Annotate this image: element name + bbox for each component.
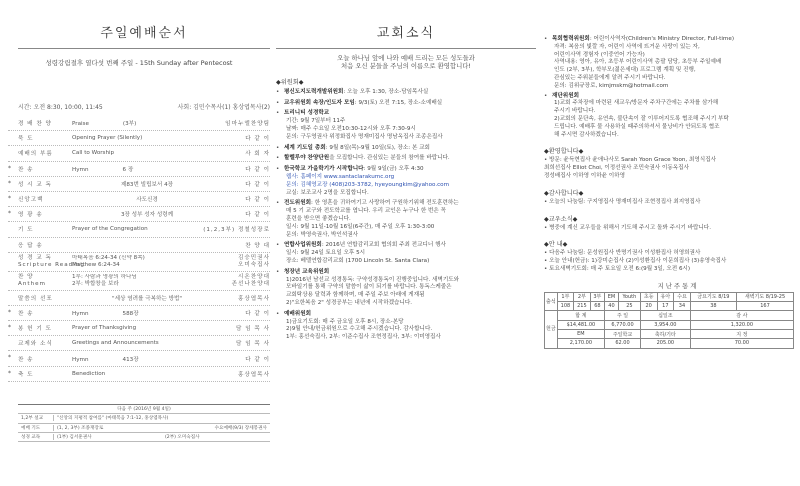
order-detail: Hymn 413장: [72, 356, 139, 363]
order-leader: 임마누엘찬양팀: [225, 121, 270, 128]
offering-header-row-2: [545, 329, 794, 338]
order-label-en: Scripture Reading: [18, 261, 85, 268]
next-week-header: 다음 주 (2016년 9월 4일): [18, 405, 270, 414]
news-item-headline: [276, 89, 536, 97]
guide-line: • 다음주 나눔팀: 문성원집사 반명기권사 이성환집사 허영희권사: [544, 250, 701, 257]
bullet-marker: •: [276, 242, 280, 249]
welcome-list: [544, 157, 794, 180]
attendance-header-cell: EM: [605, 292, 619, 301]
announcements-title: 교회소식: [276, 22, 536, 49]
bullet-marker: •: [276, 155, 280, 162]
offering-value-cell: 3,954.00: [640, 320, 690, 329]
order-label: 말씀의 선포: [18, 295, 53, 302]
offering-header-cell: 지 정: [690, 329, 793, 338]
guide-line: • 토요새벽기도회: 매 주 토요일 오전 6:(9월 3일, 오전 6시): [544, 265, 691, 272]
order-leader: 홍상엽목사: [237, 295, 270, 302]
news-item-detail: 일시: 9월 24일 토요일 오후 5시: [286, 250, 366, 257]
order-detail: "세상 염려를 극복하는 방법": [112, 295, 182, 302]
news-item-detail: 1)금요기도회: 매 주 금요일 오후 8시, 장소-본당: [286, 318, 404, 325]
news-item: [276, 242, 536, 265]
news-continued-column: [544, 0, 794, 486]
order-leader: 사 회 자: [245, 151, 270, 158]
worship-order-row: [8, 253, 270, 272]
offering-value-cell: 2,170.00: [557, 339, 604, 348]
attendance-value-cell: 108: [557, 302, 573, 311]
news-item-title: 교우위원회 속장/인도자 모임: [284, 99, 355, 106]
news-item-detail: 날짜: 매주 수요일 오전10:30-12시와 오후 7:30-9시: [286, 126, 416, 132]
worship-order-row: [8, 177, 270, 192]
news-item-text: : 9/3(토) 오전 7:15, 장소-소예배실: [354, 99, 443, 106]
order-label: 교제와 소식: [18, 341, 53, 348]
attendance-header-cell: 초등: [640, 292, 657, 301]
required-stand-marker: *: [8, 164, 11, 172]
order-label: 축 도: [18, 371, 34, 378]
attendance-value-cell: 215: [574, 302, 590, 311]
order-leader: 다 같 이: [245, 197, 270, 204]
order-leader: 다 같 이: [245, 212, 270, 219]
bullet-marker: •: [276, 144, 280, 151]
required-stand-marker: *: [8, 354, 11, 362]
news-item-title: 평신도지도력개발위원회: [284, 88, 344, 95]
news-item-detail: 문의: 김혜영교장 (408)203-3782, hyeyoungkim@yahoo.com: [286, 181, 450, 188]
worship-order-row: [8, 306, 270, 321]
order-detail-1: 1부: 사람과 영광의 하나님: [72, 273, 137, 280]
news-item-detail: 교회탁상용 달력과 함께하며, 매 주일 주보 아래에 게재됨: [286, 292, 425, 299]
bullet-marker: •: [544, 36, 548, 42]
order-detail-note: 588장: [122, 310, 139, 317]
order-leader-1: 시온찬양대: [237, 273, 270, 280]
attendance-value-row: [545, 302, 794, 311]
order-detail-note: 6 장: [122, 166, 134, 173]
bullet-marker: •: [544, 92, 548, 99]
members-news-heading: ◆교우소식◆: [544, 215, 578, 223]
news-item-detail: 매 5 기 교구와 전도학교를 엽니다. 우리 교인은 누구나 한 번은 꼭: [286, 208, 446, 215]
offering-value-cell: 6,770.00: [605, 320, 641, 329]
news-item-detail: 드립니다. 예배후 물 사용하실 때주의하셔서 물낭비가 안되도록 협조: [554, 123, 720, 130]
offering-header-cell: EM: [557, 329, 604, 338]
bullet-marker: •: [276, 268, 280, 275]
guide-section-heading: ◆안 내◆: [544, 241, 568, 249]
order-leader: 찬 양 대: [245, 242, 270, 249]
attendance-header-cell: 유아: [657, 292, 674, 301]
news-item-text: : 9월 9일(금) 오후 4:30: [363, 166, 424, 173]
offering-value-row-2: [545, 339, 794, 348]
offering-value-cell: 205.00: [640, 339, 690, 348]
attendance-header-cell: 1부: [557, 292, 573, 301]
news-item-text: : 2016년 연합감리교회 협의회 주최 전교디너 행사: [321, 242, 446, 249]
order-label: 기 도: [18, 227, 34, 234]
stats-title: 지난주통계: [657, 281, 699, 290]
worship-order-list: [8, 116, 270, 382]
order-detail: 제83번 빌립보서 4장: [120, 181, 174, 188]
order-label-ko: 성 경 교 독: [18, 254, 52, 261]
news-item-headline: [276, 269, 536, 277]
worship-order-row: [8, 336, 270, 351]
order-detail-2: Matthew 6:24-34: [72, 261, 120, 268]
order-leader: [230, 274, 270, 288]
news-item-detail: 자격: 복음의 빛깔 자, 어린이 사역에 뜨거운 사랑이 있는 자,: [554, 43, 700, 50]
attendance-offering-table: [544, 292, 794, 349]
welcome-line: 정성배집사 이하영 이하윤 이하영: [544, 172, 625, 179]
order-label: 응 답 송: [18, 242, 43, 249]
news-item-title: 재단위원회: [552, 92, 580, 99]
worship-order-row: [8, 192, 270, 207]
welcome-line: • 방문: 윤득현집사 윤애나사모 Sarah Yoon Grace Yoon, 최영식집사: [544, 157, 717, 164]
worship-order-row: [8, 351, 270, 366]
committee-news-list-continued: [544, 36, 794, 139]
offering-header-row-1: [545, 311, 794, 320]
attendance-header-cell: 수요: [674, 292, 691, 301]
offering-header-cell: 합 계: [557, 311, 604, 320]
order-leader: 다 같 이: [245, 181, 270, 188]
thanks-line: • 오늘의 나눔팀: 구지영집사 명재미집사 조현정집사 최지영집사: [544, 198, 701, 205]
next-week-row: 예배 기도 (1, 2, 3부) 조종재장로 수요예배(9/3) 장세봉권사: [18, 424, 270, 433]
news-item-title: 청장년 교육위원회: [284, 268, 330, 275]
worship-order-row: [8, 291, 270, 306]
news-item-detail: 웹사: 홈페이지 www.santaclarakumc.org: [286, 173, 395, 180]
news-item-headline: [276, 200, 536, 208]
order-detail: Greetings and Announcements: [72, 340, 159, 347]
order-detail: Prayer of Thanksgiving: [72, 325, 137, 332]
news-item: [276, 200, 536, 239]
news-item-detail: 모바일기를 통해 구약의 말씀이 삶이 되기를 바랍니다. 통독스케줄은: [286, 284, 452, 291]
offering-header-cell: 주 일: [605, 311, 641, 320]
news-item: [544, 93, 794, 140]
news-item-text: : 9월 8일(목)-9월 10일(토), 장소: 본 교회: [325, 144, 430, 151]
attendance-header-cell: 금요기도 8/19: [690, 292, 736, 301]
news-item-detail: 사역내용: 영아, 유아, 초등부 어린이사역 총괄 담당, 초등부 주일예배: [554, 59, 722, 66]
order-detail-note: 413장: [122, 356, 139, 363]
committee-section-heading: ◆위원회◆: [276, 78, 304, 86]
order-leader: [230, 255, 270, 269]
attendance-header-cell: Youth: [618, 292, 640, 301]
order-label: 찬 송: [18, 310, 34, 317]
news-item-detail: 문의: 박영숙권사, 박인석권사: [286, 231, 359, 238]
news-item-detail: 훈련을 받으면 좋겠습니다.: [286, 215, 351, 222]
worship-order-row: [8, 321, 270, 336]
members-news-list: [544, 225, 794, 233]
news-item-detail: 관심있는 주위분들에게 알려 주시기 바랍니다.: [554, 74, 666, 81]
news-item-detail: 해 주시면 감사하겠습니다.: [554, 131, 619, 138]
worship-order-row: [8, 222, 270, 237]
news-item-detail: 2)"요한복음 2" 성경공부는 내년에 시작하겠습니다.: [286, 299, 413, 306]
next-week-row: 1,2부 설교 "신앙의 지평적 참여를" (마태복음 7:1-12, 홍상엽목사): [18, 414, 270, 423]
bullet-marker: •: [276, 310, 280, 317]
news-item-title: 연합사업위원회: [284, 242, 322, 249]
required-stand-marker: *: [8, 210, 11, 218]
news-item-title: 전도위원회: [284, 200, 312, 207]
service-times: [18, 102, 270, 111]
worship-order-row: [8, 116, 270, 131]
news-item-headline: [276, 166, 536, 174]
order-leader-2: 오미숙집사: [237, 261, 270, 268]
attendance-header-cell: 3부: [590, 292, 604, 301]
news-item-headline: [276, 311, 536, 319]
news-item-title: 목회협력위원회: [552, 36, 590, 42]
news-item-headline: [544, 36, 794, 44]
guide-list: [544, 250, 794, 273]
thanks-list: [544, 199, 794, 207]
offering-side-label: 헌금: [545, 311, 558, 348]
news-item-detail: 1)교회 주차장에 마련된 새교우/방문자 주차구간에는 주차를 삼가해: [554, 100, 719, 107]
news-item-detail: 어린이사역 경험자 (이중언어 가능자): [554, 51, 645, 58]
offering-value-row-1: [545, 320, 794, 329]
worship-order-column: [8, 0, 270, 486]
offering-value-cell: 70.00: [690, 339, 793, 348]
order-label-ko: 찬 양: [18, 273, 34, 280]
order-leader: 홍상엽목사: [237, 371, 270, 378]
news-item-headline: [276, 100, 536, 108]
next-week-table: [18, 404, 270, 443]
news-item: [276, 155, 536, 163]
news-item-detail: 1)2016년 남선교 성경통독: 구약성경통독이 진행중입니다. 새벽기도와: [286, 276, 460, 283]
news-item-detail: 교실: 보조교사 2명을 모집합니다.: [286, 189, 369, 196]
worship-order-row: [8, 131, 270, 146]
order-detail: Prayer of the Congregation: [72, 226, 148, 233]
order-label: 찬 송: [18, 166, 34, 173]
news-item-title: 할렐루야 찬양단원: [284, 155, 330, 162]
attendance-value-cell: 167: [736, 302, 793, 311]
news-item-detail: 문의: 구두영권사 위정화집사 명재미집사 명남옥집사 조종은집사: [286, 133, 443, 140]
offering-value-cell: 62.00: [605, 339, 641, 348]
offering-header-cell: 축하/기타: [640, 329, 690, 338]
news-item: [276, 166, 536, 197]
order-leader-1: 김승민권사: [237, 254, 270, 261]
order-label: 영 광 송: [18, 212, 43, 219]
attendance-header-cell: 새벽기도 8/19-25: [736, 292, 793, 301]
order-detail: [64, 274, 230, 288]
attendance-header-cell: 2부: [574, 292, 590, 301]
news-item: [276, 100, 536, 108]
order-label: [18, 254, 85, 269]
news-item-detail: 1부: 홍선숙집사, 2부: 이준수집사 조현정집사, 3부: 이미영집사: [286, 334, 441, 341]
required-stand-marker: *: [8, 369, 11, 377]
order-label: 봉 헌 기 도: [18, 326, 52, 333]
service-presider: 사회: 김민수목사(1) 홍상엽목사(2): [177, 104, 270, 111]
order-detail: Hymn 6 장: [72, 166, 134, 173]
order-detail-note: (3부): [122, 121, 137, 128]
worship-order-title: 주일예배순서: [18, 22, 270, 49]
order-leader: (1,2,3부) 정철성장로: [203, 227, 270, 234]
worship-order-row: [8, 162, 270, 177]
offering-header-cell: 십일조: [640, 311, 690, 320]
news-item: [276, 145, 536, 153]
welcome-greeting: 오늘 하나님 앞에 나와 예배 드리는 모든 성도들과 처음 오신 분들을 주님의 이름으로 환영합니다!: [337, 54, 475, 71]
news-item-detail: 기간: 9월 7일부터 11주: [286, 118, 346, 125]
bullet-marker: •: [276, 99, 280, 106]
attendance-value-cell: 40: [605, 302, 619, 311]
attendance-value-cell: 34: [674, 302, 691, 311]
order-leader: 담 임 목 사: [236, 326, 270, 333]
offering-header-cell: 감 사: [690, 311, 793, 320]
worship-order-row: [8, 146, 270, 161]
news-item-title: 예배위원회: [284, 310, 312, 317]
order-detail: [64, 255, 230, 269]
news-item-detail: 인도 (2부, 3부), 학부모(젊은세대) 프로그램 계획 및 진행,: [554, 67, 696, 74]
order-detail-2: 2부: 박합창을 보라: [72, 280, 119, 287]
order-detail-1: 마태복음 6:24-34 (신약 8쪽): [72, 254, 145, 261]
order-leader: 다 같 이: [245, 310, 270, 317]
order-leader: 다 같 이: [245, 166, 270, 173]
order-label: 예배의 부름: [18, 151, 53, 158]
required-stand-marker: *: [8, 324, 11, 332]
news-item-detail: 장소: 베델연합감리교회 (1700 Lincoln St. Santa Clara): [286, 257, 430, 264]
attendance-value-cell: 17: [657, 302, 674, 311]
news-item: [544, 36, 794, 91]
news-item-text: 을 모집합니다. 관심있는 분들의 참여를 바랍니다.: [329, 155, 450, 162]
offering-header-cell: 주일학교: [605, 329, 641, 338]
order-label: [18, 274, 64, 288]
attendance-value-cell: 25: [618, 302, 640, 311]
news-item-text: : 오늘 오후 1:30, 장소-담임목사실: [343, 88, 429, 95]
thanks-section-heading: ◆감사합니다◆: [544, 189, 584, 197]
news-item-title: 트리니티 성경학교: [284, 110, 330, 117]
order-leader: 다 같 이: [245, 356, 270, 363]
attendance-side-label: 출석: [545, 292, 558, 311]
order-detail: Hymn 588장: [72, 310, 139, 317]
news-item-detail: 주시기 바랍니다.: [554, 108, 596, 115]
news-item: [276, 311, 536, 342]
news-item-detail: 2)9월 안내/헌금위원으로 수고해 주시겠습니다. 감사합니다.: [286, 326, 433, 333]
order-leader: 담 임 목 사: [236, 341, 270, 348]
worship-order-row: [8, 207, 270, 222]
guide-line: • 오늘 안내(헌금): 1)강미순집사 (2)이성환집사 이문희집사 (3)송영숙집사: [544, 258, 727, 265]
committee-news-list: [276, 89, 536, 342]
order-label: 찬 송: [18, 356, 34, 363]
required-stand-marker: *: [8, 308, 11, 316]
news-item-headline: [276, 242, 536, 250]
order-leader-2: 존선나찬양대: [231, 280, 270, 287]
news-item-detail: 문의: 김위규장로, kimjmskm@hotmail.com: [554, 82, 669, 89]
order-detail: 3장 성부 성자 성령께: [120, 212, 174, 219]
news-item-text: : 어린이사역자(Children's Ministry Director, Full-time): [589, 36, 735, 42]
bullet-marker: •: [276, 110, 280, 117]
news-item-headline: [276, 155, 536, 163]
offering-value-cell: $14,481.00: [557, 320, 604, 329]
order-detail: Opening Prayer (Silently): [72, 135, 143, 142]
next-week-row: 성경 교독 (1부) 김서훈권사 (2부) 오미숙집사: [18, 433, 270, 442]
attendance-value-cell: 38: [690, 302, 736, 311]
attendance-header-row: [545, 292, 794, 301]
news-item-detail: 일시: 9월 11일-10월 16일(6주간), 매 주일 오후 1:30-3:00: [286, 223, 435, 230]
news-item-text: : 한 영혼을 귀하여기고 사랑하여 구원하기위해 전도훈련하는: [311, 200, 459, 207]
order-label: 묵 도: [18, 136, 34, 143]
worship-order-row: [8, 367, 270, 382]
news-item-title: 한국학교 가을학기가 시작합니다: [284, 166, 364, 173]
order-detail: Benediction: [72, 370, 106, 377]
order-leader: 다 같 이: [245, 136, 270, 143]
welcome-line: 최희선집사 Elliot Choi, 이정선권사 조민숙권사 이동옥집사: [544, 165, 689, 172]
bullet-marker: •: [276, 88, 280, 95]
news-item-headline: [276, 145, 536, 153]
order-label-en: Anthem: [18, 280, 47, 287]
required-stand-marker: *: [8, 179, 11, 187]
welcome-section-heading: ◆환영합니다◆: [544, 148, 584, 156]
order-label: 신앙고백: [18, 197, 44, 204]
members-news-line: • 병중에 계신 교우들을 위해서 기도해 주시고 돌봐 주시기 바랍니다.: [544, 224, 711, 231]
order-label: 경 배 찬 양: [18, 121, 52, 128]
news-item-title: 세계 기도일 총회: [284, 144, 326, 151]
news-item-detail: 2)교회의 문단속, 유연속, 불단속이 잘 이루어지도록 협조해 주시기 부탁: [554, 115, 729, 122]
order-detail: 사도신경: [136, 197, 158, 204]
order-detail: Praise (3부): [72, 121, 137, 128]
news-item: [276, 89, 536, 97]
news-item: [276, 110, 536, 141]
order-detail: Call to Worship: [72, 150, 115, 157]
worship-order-row: [8, 238, 270, 253]
service-time-left: 시간: 오전 8:30, 10:00, 11:45: [18, 104, 103, 111]
announcements-column: [276, 0, 536, 486]
worship-order-row: [8, 272, 270, 291]
attendance-value-cell: 68: [590, 302, 604, 311]
bullet-marker: •: [276, 166, 280, 173]
attendance-value-cell: 20: [640, 302, 657, 311]
required-stand-marker: *: [8, 194, 11, 202]
bullet-marker: •: [276, 200, 280, 207]
offering-value-cell: 1,320.00: [690, 320, 793, 329]
service-subtitle: 성령강림절후 열다섯 번째 주일 - 15th Sunday after Pentecost: [45, 59, 233, 67]
order-label: 성 시 교 독: [18, 181, 52, 188]
news-item: [276, 269, 536, 308]
